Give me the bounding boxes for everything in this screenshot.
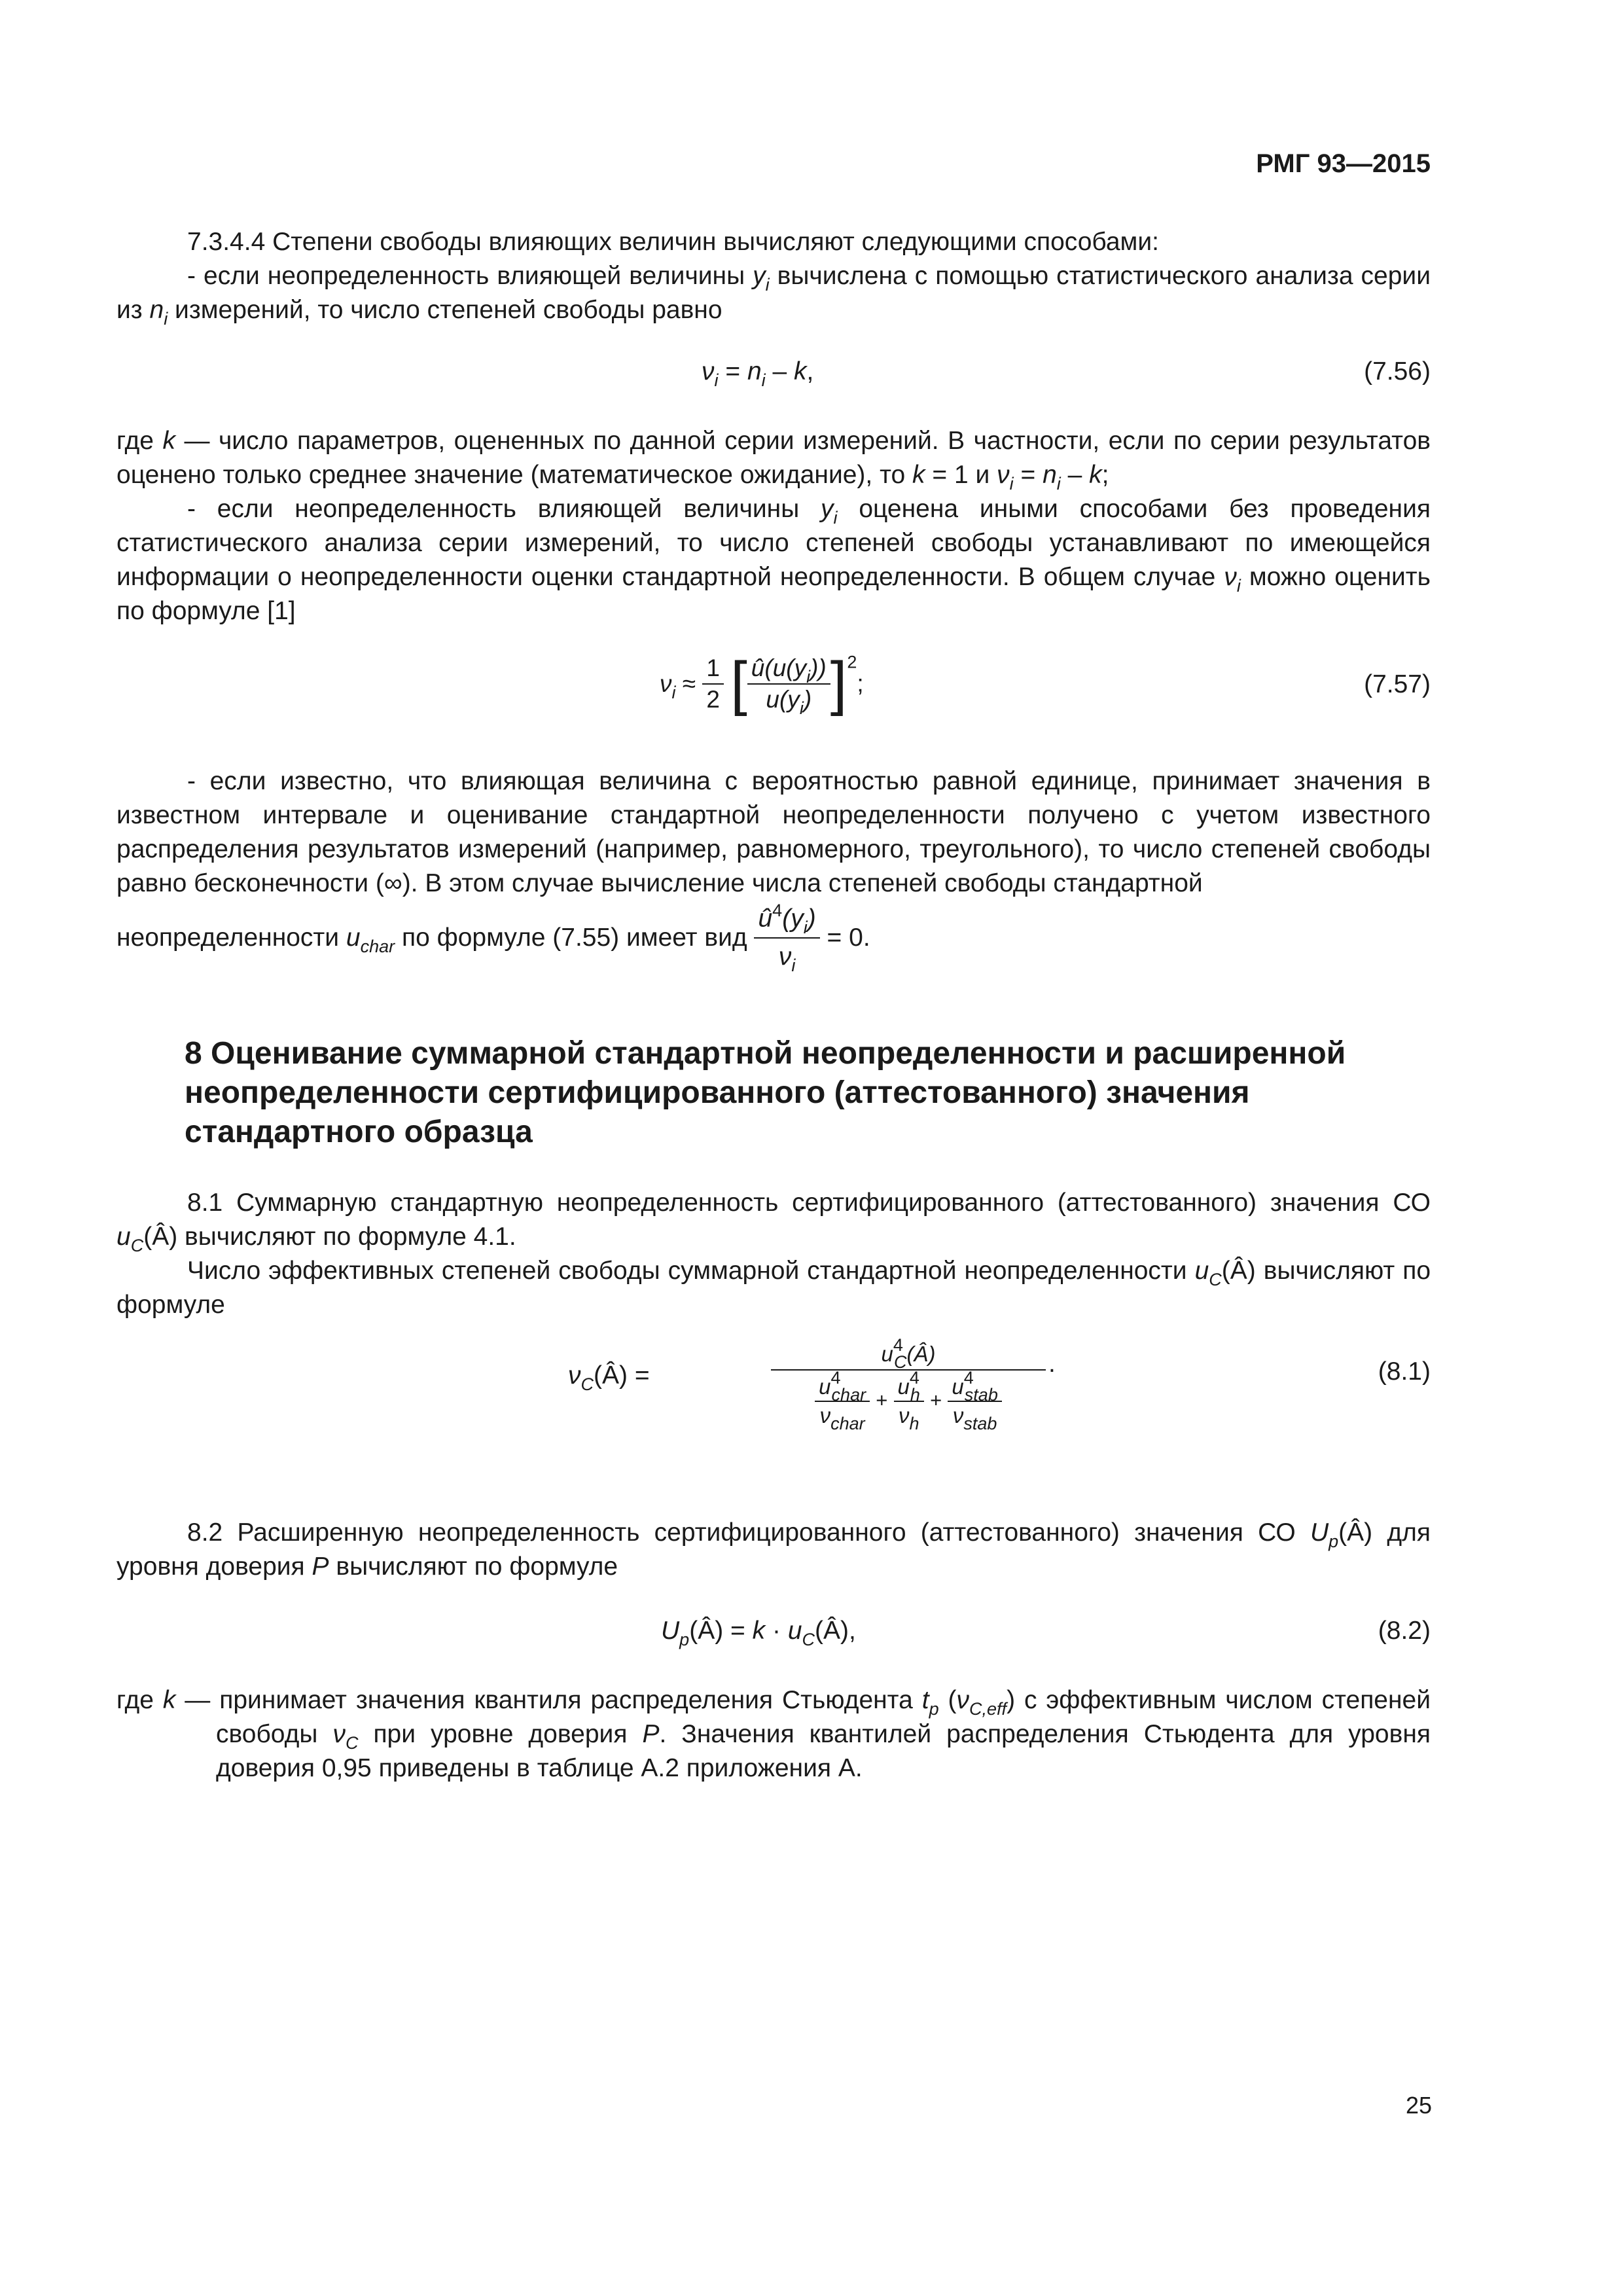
formula-7-56: [116, 357, 1431, 397]
paragraph-where-k: где k — число параметров, оцененных по данной серии измерений. В частности, если по серии результатов оценено только среднее значение (математическое ожидание), то k = 1 и $\nu_i = n_i - k$;: [116, 427, 1431, 493]
formula-8-2-number: (8.2): [1378, 1617, 1431, 1645]
formula-8-1-fraction: $u^4_C(Â)$ $\frac{u^4_{char}}{\nu_{char}}$ + $\frac{u^4_h}{\nu_h}$ + $\frac{u^4_{stab}}{\nu_{stab}}$: [771, 1342, 1046, 1428]
formula-8-2-expression: $U_p(Â) = k$ · $u_C(Â)$,: [661, 1617, 856, 1649]
formula-7-56-expression: $\nu_i = n_i - k$,: [702, 357, 814, 390]
page-number: 25: [1405, 2092, 1432, 2119]
paragraph-8-1-effective-dof: Число эффективных степеней свободы суммарной стандартной неопределенности $u_C(Â)$ вычисляют по формуле: [116, 1257, 1431, 1319]
paragraph-7-3-4-4: 7.3.4.4 Степени свободы влияющих величин вычисляют следующими способами:: [187, 228, 1159, 256]
formula-8-1-period: .: [1048, 1350, 1056, 1378]
term-stab: $\frac{u^4_{stab}}{\nu_{stab}}$: [948, 1374, 1001, 1428]
paragraph-where-k-student: где k — принимает значения квантиля распределения Стьюдента $t_p$ $(\nu_{C,eff})$ с эффективным числом степеней свободы $\nu_C$ при уровне доверия P. Значения квантилей распределения Стьюдента для уровня доверия 0,95 приведены в таблице А.2 приложения А.: [116, 1686, 1431, 1782]
paragraph-8-1: 8.1 Суммарную стандартную неопределенность сертифицированного (аттестованного) значения СО $u_C(Â)$ вычисляют по формуле 4.1.: [116, 1189, 1431, 1255]
fraction-u4-over-nu: $\frac{û^4(y_i)}{\nu_i}$: [754, 902, 819, 974]
formula-7-57: [116, 649, 1431, 728]
formula-8-1-lhs: $\nu_C(Â)$ =: [568, 1361, 650, 1394]
paragraph-8-2: 8.2 Расширенную неопределенность сертифицированного (аттестованного) значения СО $U_p(Â)$ для уровня доверия P вычисляют по формуле: [116, 1518, 1431, 1581]
formula-8-1: [116, 1335, 1431, 1473]
formula-8-1-number: (8.1): [1378, 1357, 1431, 1386]
section-8-heading: 8 Оценивание суммарной стандартной неопределенности и расширенной неопределенности сертифицированного (аттестованного) значения стандартного образца: [185, 1036, 1346, 1149]
term-h: $\frac{u^4_h}{\nu_h}$: [894, 1374, 924, 1428]
formula-7-57-number: (7.57): [1364, 670, 1431, 698]
formula-8-2: [116, 1617, 1431, 1656]
paragraph-bullet-3-end: неопределенности $u_{char}$ по формуле (7.55) имеет вид $\frac{û^4(y_i)}{\nu_i}$ = 0.: [116, 901, 870, 975]
paragraph-bullet-1: - если неопределенность влияющей величины $y_i$ вычислена с помощью статистического анализа серии из $n_i$ измерений, то число степеней свободы равно: [116, 262, 1431, 329]
formula-7-56-number: (7.56): [1364, 357, 1431, 386]
fraction-one-half: $\frac{1}{2}$: [702, 655, 724, 713]
term-char: $\frac{u^4_{char}}{\nu_{char}}$: [815, 1374, 870, 1428]
fraction-uncertainty-ratio: $\frac{û(u(y_i))}{u(y_i)}$: [747, 655, 830, 713]
document-id-header: РМГ 93—2015: [1256, 149, 1431, 178]
paragraph-bullet-2: - если неопределенность влияющей величины $y_i$ оценена иными способами без проведения статистического анализа серии измерений, то число степеней свободы устанавливают по имеющейся информации о неопределенности оценки стандартной неопределенности. В общем случае $\nu_i$ можно оценить по формуле [1]: [116, 495, 1431, 625]
paragraph-bullet-3: - если известно, что влияющая величина с вероятностью равной единице, принимает значения в известном интервале и оценивание стандартной неопределенности получено с учетом известного распределения результатов измерений (например, равномерного, треугольного), то число степеней свободы равно бесконечности (∞). В этом случае вычисление числа степеней свободы стандартной: [116, 767, 1431, 897]
formula-7-57-expression: $\nu_i$ ≈ $\frac{1}{2}$ [ $\frac{û(u(y_i))}{u(y_i)}$ ]$^2$;: [660, 650, 864, 718]
